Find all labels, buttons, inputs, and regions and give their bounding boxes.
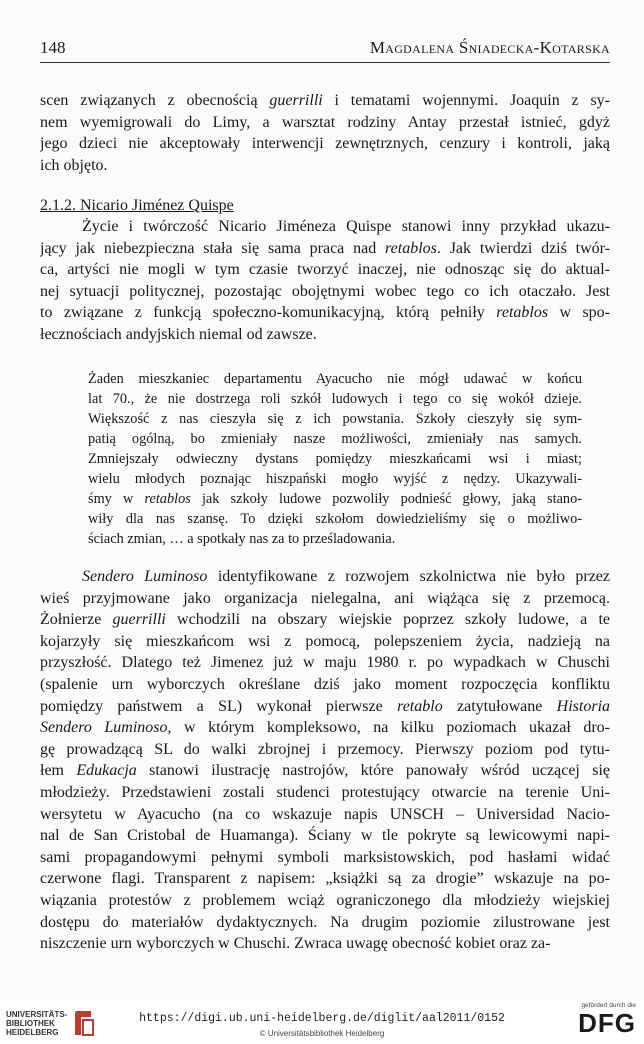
running-header: [40, 38, 610, 58]
text-line: łecznościach andyjskich niemal od zawsze.: [40, 325, 317, 343]
text-line: wieś przyjmowane jako organizacja nielegalna, ani wiążąca się z przemocą.: [40, 589, 610, 607]
text-line: lat 70., że nie dostrzega roli szkół ludowych i tego co się wokół dzieje.: [88, 391, 582, 407]
copyright-notice: © Universitätsbibliothek Heidelberg: [259, 1029, 385, 1038]
funder-logo: [572, 1002, 636, 1037]
text-line: wiły dla nas szansę. To dzięki szkołom dowiedzieliśmy się o możliwo-: [88, 511, 582, 527]
text-line: ściach zmian, … a spotkały nas za to prześladowania.: [88, 531, 396, 547]
text-line: sami propagandowymi pełnymi symboli marksistowskich, pod hasłami widać: [40, 848, 610, 866]
text-line: dostępu do materiałów dydaktycznych. Na drugim poziomie zilustrowane jest: [40, 913, 610, 931]
funder-note: gefördert durch die: [581, 1002, 636, 1009]
section-heading: 2.1.2. Nicario Jiménez Quispe: [40, 197, 234, 214]
digitization-footer: [0, 1000, 644, 1044]
text-line: nem wyemigrowali do Limy, a warsztat rodziny Antay przestał istnieć, gdyż: [40, 113, 610, 131]
text-line: śmy w retablos jak szkoły ludowe pozwoliły podnieść głowy, jaką stano-: [88, 491, 582, 507]
text-line: Życie i twórczość Nicario Jiméneza Quispe stanowi inny przykład ukazu-: [82, 218, 610, 235]
header-rule: [40, 62, 610, 63]
library-logo-text: UNIVERSITÄTS- BIBLIOTHEK HEIDELBERG: [6, 1009, 68, 1037]
text-line: nal de San Cristobal de Huamanga). Ściany w tle pokryte są lewicowymi napi-: [40, 827, 610, 845]
text-line: Większość z nas cieszyła się z ich powstania. Szkoły cieszyły się sym-: [88, 411, 582, 427]
text-line: Żaden mieszkaniec departamentu Ayacucho nie mógł udawać w końcu: [88, 371, 582, 387]
running-header-author: Magdalena Śniadecka-Kotarska: [369, 38, 610, 57]
text-line: pomiędzy państwem a SL) wykonał pierwsze retablo zatytułowane Historia: [40, 697, 610, 715]
paragraph-2: [40, 216, 610, 346]
text-line: jego dzieci nie akceptowały interwencji zewnętrznych, cenzury i kontroli, jaką: [40, 135, 610, 153]
text-line: niszczenie urn wyborczych w Chuschi. Zwraca uwagę obecność kobiet oraz za-: [40, 935, 551, 953]
text-line: Sendero Luminoso identyfikowane z rozwojem szkolnictwa nie było przez: [82, 568, 610, 585]
text-line: Sendero Luminoso, w którym kompleksowo, na kilku poziomach ukazał dro-: [40, 719, 610, 737]
text-line: nej sytuacji politycznej, pozostając obojętnymi wobec tego co ich otaczało. Jest: [40, 282, 610, 300]
block-quote: [88, 369, 582, 549]
text-line: scen związanych z obecnością guerrilli i tematami wojennymi. Joaquin z sy-: [40, 92, 610, 109]
source-url-link[interactable]: https://digi.ub.uni-heidelberg.de/diglit/aal2011/0152: [139, 1012, 505, 1025]
text-line: młodzieży. Przedstawieni zostali studenci protestujący otwarcie na terenie Uni-: [40, 783, 610, 801]
funder-name: DFG: [578, 1008, 636, 1038]
paragraph-3: [40, 566, 610, 955]
text-line: ca, artyści nie mogli w tym czasie tworzyć inaczej, nie odnosząc się do aktual-: [40, 261, 610, 279]
text-line: kojarzyły się mieszkańcom wsi z pomocą, polepszeniem życia, nadzieją na: [40, 632, 610, 650]
text-line: (spalenie urn wyborczych określane dziś jako moment rozpoczęcia konfliktu: [40, 675, 610, 693]
text-line: przyszłość. Dlatego też Jimenez już w maju 1980 r. po wypadkach w Chuschi: [40, 654, 610, 672]
text-line: wersytetu w Ayacucho (na co wskazuje napis UNSCH – Universidad Nacio-: [40, 805, 610, 823]
text-line: to związane z funkcją społeczno-komunikacyjną, którą pełniły retablos w spo-: [40, 304, 610, 322]
text-line: czerwone flagi. Transparent z napisem: „książki są za drogie” wskazuje na po-: [40, 870, 610, 888]
text-line: wielu młodych poznając hiszpański mogło wyjść z nędzy. Ukazywali-: [88, 471, 582, 487]
text-line: wiązania protestów z problemem wciąż ograniczonego dla młodzieży wiejskiej: [40, 891, 610, 909]
text-line: patią ogólną, bo zmieniały nasze możliwości, zmieniały nas samych.: [88, 431, 582, 447]
text-line: Żołnierze guerrilli wchodzili na obszary wiejskie poprzez szkoły ludowe, a te: [40, 611, 610, 629]
text-line: jący jak niebezpieczna stała się sama praca nad retablos. Jak twierdzi dziś twór-: [40, 239, 610, 257]
page-number: 148: [40, 38, 66, 57]
paragraph-1: [40, 90, 610, 176]
text-line: łem Edukacja stanowi ilustrację nastrojów, które panowały wśród uczącej się: [40, 762, 610, 780]
text-line: Zmniejszały odwieczny dystans pomiędzy mieszkańcami wsi i miast;: [88, 451, 582, 467]
text-line: ich objęto.: [40, 156, 108, 174]
text-line: gę prowadzącą SL do walki zbrojnej i przemocy. Pierwszy poziom pod tytu-: [40, 740, 610, 758]
